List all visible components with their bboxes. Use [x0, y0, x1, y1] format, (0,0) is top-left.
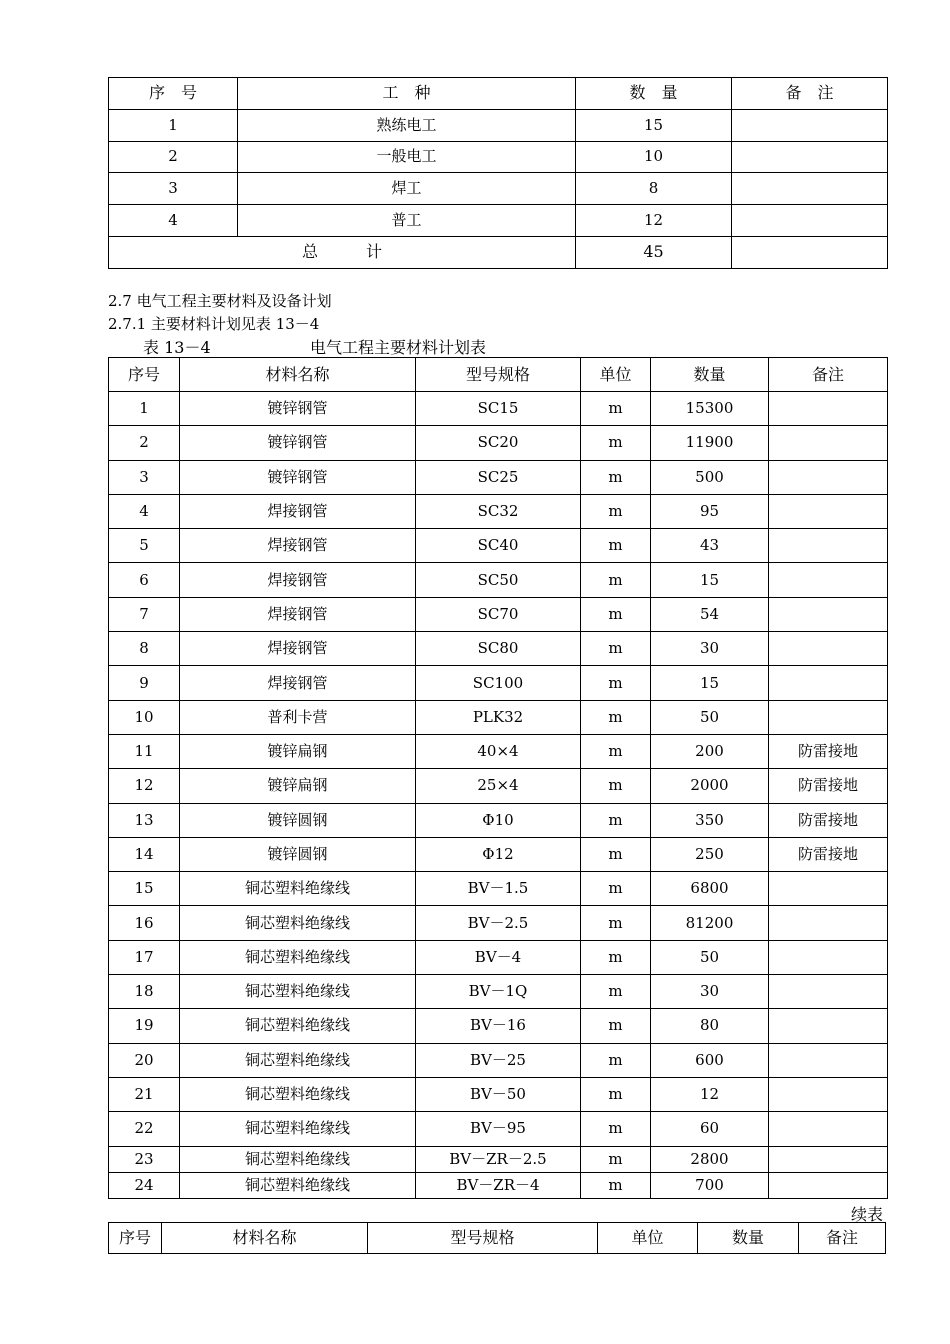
- row-unit: m: [581, 734, 651, 768]
- table-row: [109, 1009, 888, 1043]
- row-unit: m: [581, 563, 651, 597]
- row-spec: SC15: [416, 392, 581, 426]
- row-name: 普利卡营: [180, 700, 416, 734]
- row-qty: 8: [576, 173, 732, 205]
- row-no: 3: [109, 460, 180, 494]
- header-cell: 备 注: [732, 78, 888, 110]
- row-note: [732, 173, 888, 205]
- row-spec: BV－95: [416, 1112, 581, 1146]
- row-qty: 81200: [651, 906, 769, 940]
- row-no: 1: [109, 109, 238, 141]
- row-qty: 12: [651, 1077, 769, 1111]
- materials-table: [108, 357, 888, 1199]
- section-subheading: 2.7.1 主要材料计划见表 13－4: [108, 315, 320, 333]
- row-qty: 600: [651, 1043, 769, 1077]
- row-name: 铜芯塑料绝缘线: [180, 940, 416, 974]
- header-cell: 工 种: [238, 78, 576, 110]
- row-spec: 25×4: [416, 769, 581, 803]
- row-no: 8: [109, 632, 180, 666]
- row-unit: m: [581, 769, 651, 803]
- row-unit: m: [581, 1172, 651, 1198]
- row-no: 18: [109, 975, 180, 1009]
- row-note: [769, 1077, 888, 1111]
- table-row: [109, 837, 888, 871]
- row-name: 铜芯塑料绝缘线: [180, 975, 416, 1009]
- row-name: 镀锌圆钢: [180, 803, 416, 837]
- row-spec: BV－16: [416, 1009, 581, 1043]
- row-unit: m: [581, 975, 651, 1009]
- row-qty: 12: [576, 205, 732, 237]
- row-qty: 50: [651, 700, 769, 734]
- row-no: 5: [109, 529, 180, 563]
- row-name: 镀锌钢管: [180, 392, 416, 426]
- row-spec: SC25: [416, 460, 581, 494]
- row-unit: m: [581, 1043, 651, 1077]
- row-unit: m: [581, 1112, 651, 1146]
- header-cell: 材料名称: [180, 358, 416, 392]
- workers-table-header: [109, 78, 888, 110]
- materials-table-header: [109, 358, 888, 392]
- row-unit: m: [581, 1077, 651, 1111]
- table-row: [109, 597, 888, 631]
- continued-table: [108, 1222, 886, 1254]
- row-no: 22: [109, 1112, 180, 1146]
- row-unit: m: [581, 940, 651, 974]
- row-qty: 54: [651, 597, 769, 631]
- header-cell: 型号规格: [368, 1223, 598, 1254]
- continued-table-header: [109, 1223, 886, 1254]
- table-row: [109, 1043, 888, 1077]
- row-spec: BV－4: [416, 940, 581, 974]
- row-qty: 15: [651, 666, 769, 700]
- row-qty: 80: [651, 1009, 769, 1043]
- table-row: [109, 392, 888, 426]
- row-spec: SC20: [416, 426, 581, 460]
- header-cell: 备注: [769, 358, 888, 392]
- row-name: 焊接钢管: [180, 529, 416, 563]
- table-row: [109, 975, 888, 1009]
- workers-table: [108, 77, 888, 269]
- row-qty: 2000: [651, 769, 769, 803]
- row-name: 镀锌扁钢: [180, 734, 416, 768]
- table-row: [109, 769, 888, 803]
- row-type: 熟练电工: [238, 109, 576, 141]
- table-row: [109, 632, 888, 666]
- row-name: 铜芯塑料绝缘线: [180, 1043, 416, 1077]
- table-row: [109, 141, 888, 173]
- row-no: 16: [109, 906, 180, 940]
- table-title: 电气工程主要材料计划表: [310, 338, 487, 357]
- row-type: 一般电工: [238, 141, 576, 173]
- row-unit: m: [581, 1009, 651, 1043]
- row-unit: m: [581, 597, 651, 631]
- row-qty: 2800: [651, 1146, 769, 1172]
- row-note: [769, 872, 888, 906]
- table-number: 表 13－4: [143, 338, 211, 357]
- continued-label: 续表: [851, 1205, 884, 1224]
- row-spec: Φ12: [416, 837, 581, 871]
- row-unit: m: [581, 426, 651, 460]
- table-row: [109, 109, 888, 141]
- row-no: 14: [109, 837, 180, 871]
- row-qty: 60: [651, 1112, 769, 1146]
- row-no: 4: [109, 494, 180, 528]
- row-no: 2: [109, 426, 180, 460]
- header-cell: 序号: [109, 358, 180, 392]
- row-qty: 95: [651, 494, 769, 528]
- row-note: [769, 700, 888, 734]
- table-row: [109, 700, 888, 734]
- row-note: [769, 529, 888, 563]
- row-note: [769, 392, 888, 426]
- row-note: 防雷接地: [769, 734, 888, 768]
- row-name: 铜芯塑料绝缘线: [180, 1112, 416, 1146]
- row-unit: m: [581, 872, 651, 906]
- table-row: [109, 906, 888, 940]
- row-qty: 10: [576, 141, 732, 173]
- row-no: 17: [109, 940, 180, 974]
- row-spec: Φ10: [416, 803, 581, 837]
- row-no: 20: [109, 1043, 180, 1077]
- row-unit: m: [581, 837, 651, 871]
- row-spec: 40×4: [416, 734, 581, 768]
- row-unit: m: [581, 666, 651, 700]
- header-cell: 单位: [581, 358, 651, 392]
- row-spec: BV－50: [416, 1077, 581, 1111]
- row-note: [769, 906, 888, 940]
- table-row: [109, 426, 888, 460]
- header-cell: 序号: [109, 1223, 162, 1254]
- total-label: 总 计: [109, 236, 576, 268]
- row-no: 21: [109, 1077, 180, 1111]
- row-qty: 11900: [651, 426, 769, 460]
- row-qty: 350: [651, 803, 769, 837]
- row-qty: 15: [576, 109, 732, 141]
- row-qty: 200: [651, 734, 769, 768]
- row-spec: SC100: [416, 666, 581, 700]
- table-row: [109, 1172, 888, 1198]
- table-row: [109, 734, 888, 768]
- row-note: 防雷接地: [769, 803, 888, 837]
- row-spec: SC70: [416, 597, 581, 631]
- row-note: [769, 1009, 888, 1043]
- header-cell: 单位: [598, 1223, 698, 1254]
- table-row: [109, 1146, 888, 1172]
- total-row: [109, 236, 888, 268]
- row-note: [769, 426, 888, 460]
- row-no: 9: [109, 666, 180, 700]
- row-spec: SC80: [416, 632, 581, 666]
- row-note: [769, 975, 888, 1009]
- row-note: [769, 460, 888, 494]
- row-no: 23: [109, 1146, 180, 1172]
- row-no: 24: [109, 1172, 180, 1198]
- table-row: [109, 529, 888, 563]
- row-no: 4: [109, 205, 238, 237]
- row-unit: m: [581, 1146, 651, 1172]
- row-name: 焊接钢管: [180, 597, 416, 631]
- row-qty: 250: [651, 837, 769, 871]
- row-note: [769, 494, 888, 528]
- row-unit: m: [581, 529, 651, 563]
- row-name: 焊接钢管: [180, 494, 416, 528]
- header-cell: 数量: [651, 358, 769, 392]
- row-type: 焊工: [238, 173, 576, 205]
- row-no: 3: [109, 173, 238, 205]
- row-unit: m: [581, 906, 651, 940]
- row-note: [732, 109, 888, 141]
- row-name: 焊接钢管: [180, 632, 416, 666]
- row-no: 7: [109, 597, 180, 631]
- row-qty: 6800: [651, 872, 769, 906]
- header-cell: 数 量: [576, 78, 732, 110]
- total-note: [732, 236, 888, 268]
- row-qty: 43: [651, 529, 769, 563]
- row-spec: BV－ZR－4: [416, 1172, 581, 1198]
- row-no: 11: [109, 734, 180, 768]
- row-unit: m: [581, 460, 651, 494]
- row-name: 焊接钢管: [180, 666, 416, 700]
- row-name: 镀锌扁钢: [180, 769, 416, 803]
- row-no: 10: [109, 700, 180, 734]
- row-unit: m: [581, 392, 651, 426]
- row-note: 防雷接地: [769, 837, 888, 871]
- total-qty: 45: [576, 236, 732, 268]
- row-unit: m: [581, 803, 651, 837]
- row-note: [769, 563, 888, 597]
- row-spec: BV－2.5: [416, 906, 581, 940]
- row-no: 1: [109, 392, 180, 426]
- row-name: 焊接钢管: [180, 563, 416, 597]
- row-unit: m: [581, 632, 651, 666]
- row-qty: 15: [651, 563, 769, 597]
- table-row: [109, 205, 888, 237]
- row-no: 13: [109, 803, 180, 837]
- table-row: [109, 460, 888, 494]
- row-no: 2: [109, 141, 238, 173]
- row-no: 15: [109, 872, 180, 906]
- header-cell: 序 号: [109, 78, 238, 110]
- row-note: [769, 1043, 888, 1077]
- row-spec: BV－ZR－2.5: [416, 1146, 581, 1172]
- row-name: 铜芯塑料绝缘线: [180, 1146, 416, 1172]
- row-note: 防雷接地: [769, 769, 888, 803]
- row-note: [769, 1172, 888, 1198]
- row-note: [769, 666, 888, 700]
- row-spec: BV－1Q: [416, 975, 581, 1009]
- row-qty: 700: [651, 1172, 769, 1198]
- table-row: [109, 563, 888, 597]
- row-note: [732, 205, 888, 237]
- row-note: [732, 141, 888, 173]
- row-note: [769, 1112, 888, 1146]
- row-no: 19: [109, 1009, 180, 1043]
- table-row: [109, 666, 888, 700]
- row-name: 镀锌钢管: [180, 460, 416, 494]
- row-qty: 15300: [651, 392, 769, 426]
- row-unit: m: [581, 700, 651, 734]
- row-note: [769, 1146, 888, 1172]
- row-name: 铜芯塑料绝缘线: [180, 1077, 416, 1111]
- row-spec: SC50: [416, 563, 581, 597]
- row-note: [769, 940, 888, 974]
- row-qty: 50: [651, 940, 769, 974]
- row-note: [769, 597, 888, 631]
- row-note: [769, 632, 888, 666]
- header-cell: 备注: [799, 1223, 886, 1254]
- row-name: 铜芯塑料绝缘线: [180, 906, 416, 940]
- row-qty: 500: [651, 460, 769, 494]
- table-row: [109, 173, 888, 205]
- row-no: 6: [109, 563, 180, 597]
- row-spec: SC40: [416, 529, 581, 563]
- row-name: 铜芯塑料绝缘线: [180, 1009, 416, 1043]
- header-cell: 型号规格: [416, 358, 581, 392]
- table-row: [109, 940, 888, 974]
- table-row: [109, 872, 888, 906]
- table-row: [109, 1112, 888, 1146]
- row-qty: 30: [651, 975, 769, 1009]
- row-type: 普工: [238, 205, 576, 237]
- row-spec: PLK32: [416, 700, 581, 734]
- table-row: [109, 494, 888, 528]
- table-row: [109, 1077, 888, 1111]
- row-name: 铜芯塑料绝缘线: [180, 1172, 416, 1198]
- section-heading: 2.7 电气工程主要材料及设备计划: [108, 292, 332, 310]
- row-no: 12: [109, 769, 180, 803]
- row-name: 镀锌圆钢: [180, 837, 416, 871]
- row-name: 镀锌钢管: [180, 426, 416, 460]
- row-spec: BV－1.5: [416, 872, 581, 906]
- header-cell: 数量: [698, 1223, 799, 1254]
- row-unit: m: [581, 494, 651, 528]
- header-cell: 材料名称: [162, 1223, 368, 1254]
- row-spec: BV－25: [416, 1043, 581, 1077]
- row-name: 铜芯塑料绝缘线: [180, 872, 416, 906]
- table-row: [109, 803, 888, 837]
- row-spec: SC32: [416, 494, 581, 528]
- row-qty: 30: [651, 632, 769, 666]
